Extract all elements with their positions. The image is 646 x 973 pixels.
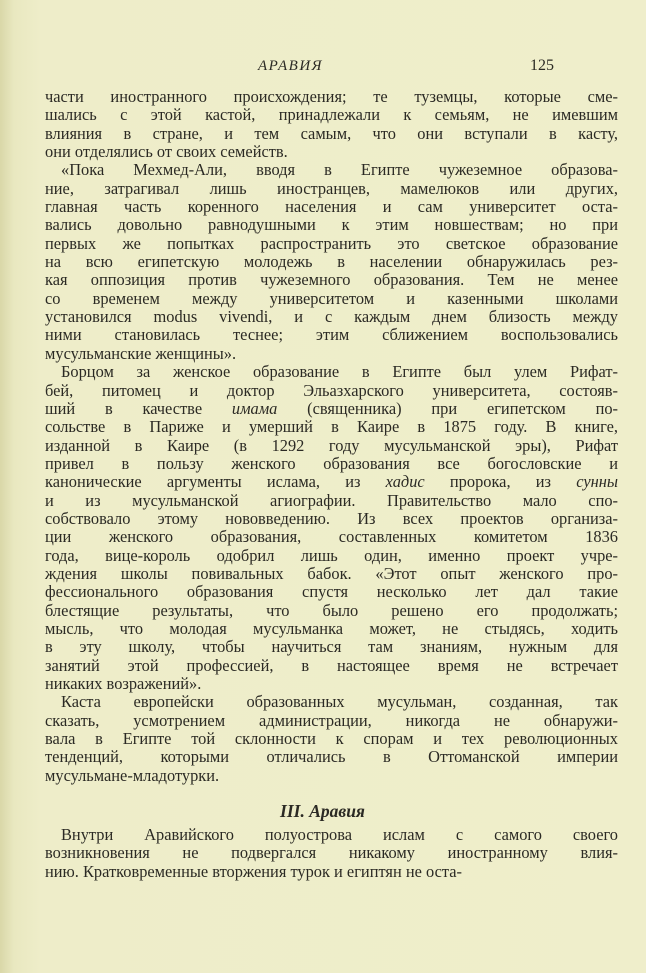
text-line: возникновения не подвергался никакому иностранному влия- [45,843,618,863]
section-heading: III. Аравия [280,801,365,822]
page-header [0,58,646,80]
text-line: шались с этой кастой, принадлежали к семьям, не имевшим [45,105,618,125]
text-line: ждения школы повивальных бабок. «Этот опыт женского про- [45,563,618,583]
running-title: АРАВИЯ [258,58,324,74]
text-line: бей, питомец и доктор Эльазхарского университета, состояв- [45,380,618,400]
text-line: занятий этой профессией, в настоящее время не встречает [45,655,618,675]
text-line: блестящие результаты, что было решено его продолжать; [45,600,618,620]
text-line: изданной в Каире (в 1292 году мусульманской эры), Рифат [45,435,618,455]
section-text [45,826,618,881]
text-line: на всю египетскую молодежь в населении обнаружилась рез- [45,252,618,272]
italic-term: сунны [576,472,619,492]
text-line: вались довольно равнодушными к этим новшествам; но при [45,215,618,235]
text-line: тенденций, которыми отличались в Оттоманской империи [45,747,618,767]
text-line: нию. Кратковременные вторжения турок и египтян не оста- [45,861,462,881]
text-line: кая оппозиция против чужеземного образования. Тем не менее [45,270,618,290]
text-line: первых же попытках распространить это светское образование [45,233,618,253]
text-line: мысль, что молодая мусульманка может, не стыдясь, ходить [45,618,618,638]
text-line: Борцом за женское образование в Египте был улем Рифат- [61,362,618,382]
text-line: со временем между университетом и казенными школами [45,288,618,308]
paragraph [45,88,618,161]
text-line: ние, затрагивал лишь иностранцев, мамелюков или других, [45,178,618,198]
italic-term: имама [231,398,278,418]
text-line: года, вице-король одобрил лишь один, именно проект учре- [45,545,618,565]
paragraph [45,826,618,881]
text-line: части иностранного происхождения; те туземцы, которые сме- [45,87,618,106]
text-line: и из мусульманской агиографии. Правительство мало спо- [45,490,618,510]
paragraph [45,161,618,363]
text-line: сольстве в Париже и умерший в Каире в 1875 году. В книге, [45,417,618,437]
text-line: канонические аргументы ислама, из хадис пророка, из сунны [45,472,619,492]
text-line: сказать, усмотрением администрации, никогда не обнаружи- [45,710,618,730]
text-line: Каста европейски образованных мусульман, созданная, так [61,692,618,712]
paragraph [45,693,618,785]
text-line: ший в качестве имама (священника) при египетском по- [45,398,618,418]
text-line: Внутри Аравийского полуострова ислам с самого своего [61,825,618,845]
chapter-text [45,88,618,785]
text-line: мусульманские женщины». [45,343,237,363]
text-line: «Пока Мехмед-Али, вводя в Египте чужеземное образова- [61,160,618,180]
text-line: никаких возражений». [45,674,202,693]
page-body [45,88,618,881]
text-line: главная часть коренного населения и сам университет оста- [45,197,618,217]
text-line: фессионального образования спустя несколько лет дал такие [45,582,618,602]
text-line: установился modus vivendi, и с каждым днем близость между [45,307,618,327]
text-line: они отделялись от своих семейств. [45,142,288,162]
text-line: привел в пользу женского образования все богословские и [45,453,618,473]
page-number: 125 [530,57,554,74]
italic-term: хадис [385,472,425,492]
text-line: ними становилась теснее; этим сближением воспользовались [45,325,618,345]
text-line: в эту школу, чтобы научиться там знаниям, нужным для [45,637,618,657]
paragraph [45,363,618,693]
text-line: вала в Египте той склонности к спорам и тех революционных [45,729,618,749]
text-line: собствовало этому нововведению. Из всех проектов организа- [45,508,618,528]
text-line: влияния в стране, и тем самым, что они вступали в касту, [45,123,618,143]
text-line: ции женского образования, составленных комитетом 1836 [45,527,618,547]
text-line: мусульмане-младотурки. [45,765,220,785]
